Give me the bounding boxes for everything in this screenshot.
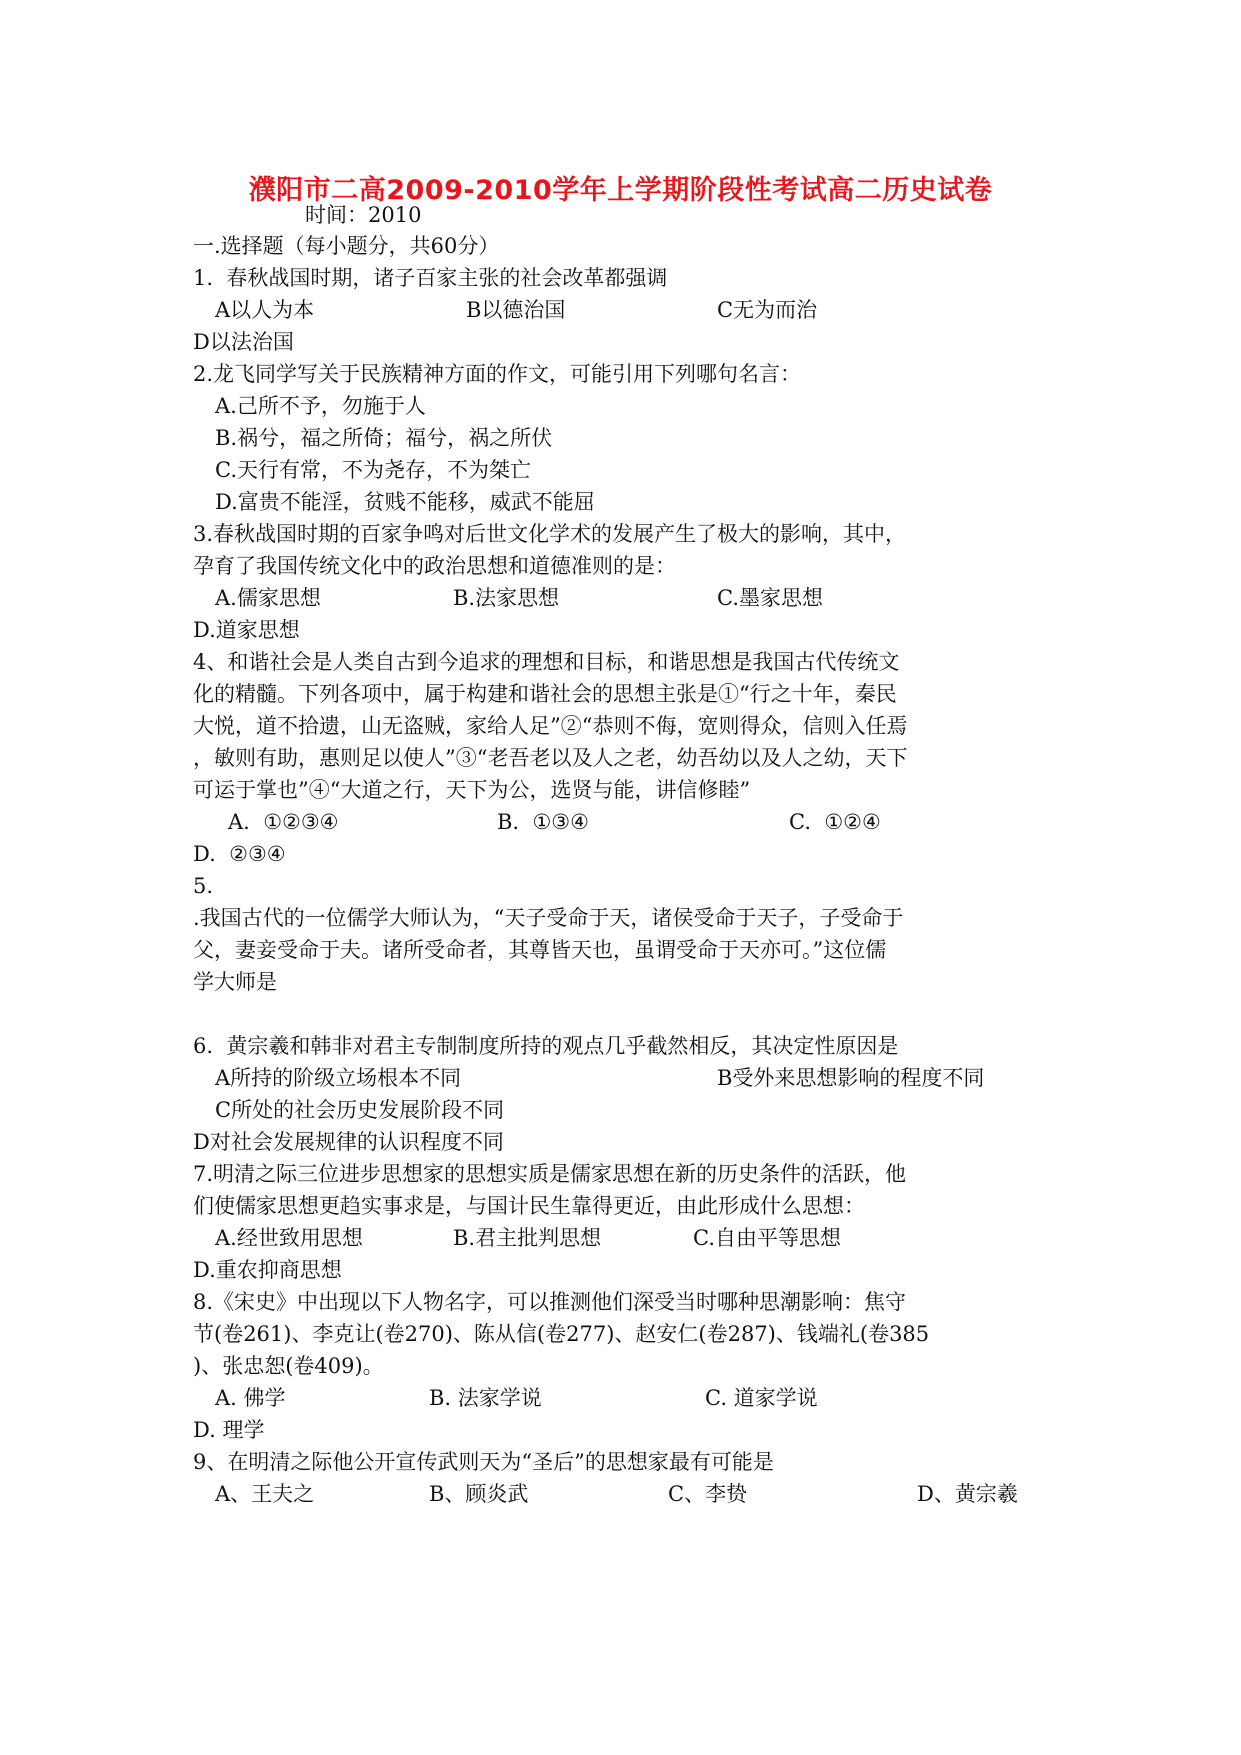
question-8-option-c: C. 道家学说 [705, 1386, 818, 1410]
question-1-option-a: A以人为本 [215, 298, 315, 322]
question-1-option-d: D以法治国 [193, 330, 294, 354]
question-5-line-3: 学大师是 [193, 970, 277, 994]
question-6-stem: 6. 黄宗羲和韩非对君主专制制度所持的观点几乎截然相反，其决定性原因是 [193, 1034, 899, 1058]
question-5-line-2: 父，妻妾受命于夫。诸所受命者，其尊皆天也，虽谓受命于天亦可。”这位儒 [193, 938, 887, 962]
question-2-option-d: D.富贵不能淫，贫贱不能移，威武不能屈 [215, 490, 595, 514]
question-5-number: 5. [193, 874, 214, 898]
question-7-option-c: C.自由平等思想 [693, 1226, 841, 1250]
question-1-option-c: C无为而治 [717, 298, 818, 322]
question-6-option-b: B受外来思想影响的程度不同 [717, 1066, 985, 1090]
question-9-stem: 9、在明清之际他公开宣传武则天为“圣后”的思想家最有可能是 [193, 1450, 774, 1474]
question-6-option-c: C所处的社会历史发展阶段不同 [215, 1098, 505, 1122]
exam-time: 时间：2010 [305, 203, 422, 227]
question-3-stem-line-2: 孕育了我国传统文化中的政治思想和道德准则的是： [193, 554, 676, 578]
question-9-option-a: A、王夫之 [215, 1482, 315, 1506]
question-6-option-a: A所持的阶级立场根本不同 [215, 1066, 462, 1090]
question-4-option-d: D. ②③④ [193, 842, 286, 866]
question-4-line-4: ，敏则有助，惠则足以使人”③“老吾老以及人之老，幼吾幼以及人之幼，天下 [193, 746, 908, 770]
question-5-line-1: .我国古代的一位儒学大师认为，“天子受命于天，诸侯受命于天子，子受命于 [193, 906, 904, 930]
question-4-option-b: B. ①③④ [497, 810, 589, 834]
section-heading: 一.选择题（每小题分，共60分） [193, 234, 500, 258]
question-8-line-1: 8.《宋史》中出现以下人物名字，可以推测他们深受当时哪种思潮影响：焦守 [193, 1290, 907, 1314]
question-2-option-b: B.祸兮，福之所倚；福兮，祸之所伏 [215, 426, 553, 450]
question-8-line-2: 节(卷261)、李克让(卷270)、陈从信(卷277)、赵安仁(卷287)、钱端礼(卷385 [193, 1322, 930, 1346]
question-4-line-1: 4、和谐社会是人类自古到今追求的理想和目标，和谐思想是我国古代传统文 [193, 650, 900, 674]
question-1-option-b: B以德治国 [466, 298, 566, 322]
question-8-option-b: B. 法家学说 [429, 1386, 542, 1410]
question-4-line-3: 大悦，道不拾遗，山无盗贼，家给人足”②“恭则不侮，宽则得众，信则入任焉 [193, 714, 908, 738]
question-7-option-a: A.经世致用思想 [215, 1226, 363, 1250]
question-8-option-a: A. 佛学 [215, 1386, 286, 1410]
question-7-option-d: D.重农抑商思想 [193, 1258, 342, 1282]
question-3-stem-line-1: 3.春秋战国时期的百家争鸣对后世文化学术的发展产生了极大的影响，其中， [193, 522, 907, 546]
question-2-option-c: C.天行有常，不为尧存，不为桀亡 [215, 458, 531, 482]
question-3-option-b: B.法家思想 [453, 586, 560, 610]
question-3-option-c: C.墨家思想 [717, 586, 823, 610]
question-3-option-a: A.儒家思想 [215, 586, 321, 610]
question-2-stem: 2.龙飞同学写关于民族精神方面的作文，可能引用下列哪句名言： [193, 362, 802, 386]
question-1-stem: 1. 春秋战国时期，诸子百家主张的社会改革都强调 [193, 266, 668, 290]
question-7-line-1: 7.明清之际三位进步思想家的思想实质是儒家思想在新的历史条件的活跃，他 [193, 1162, 907, 1186]
question-4-option-a: A. ①②③④ [228, 810, 339, 834]
question-9-option-c: C、李贽 [668, 1482, 748, 1506]
question-8-line-3: )、张忠恕(卷409)。 [193, 1354, 384, 1378]
question-4-line-2: 化的精髓。下列各项中，属于构建和谐社会的思想主张是①“行之十年，秦民 [193, 682, 897, 706]
question-7-line-2: 们使儒家思想更趋实事求是，与国计民生靠得更近，由此形成什么思想： [193, 1194, 865, 1218]
question-8-option-d: D. 理学 [193, 1418, 265, 1442]
question-2-option-a: A.己所不予，勿施于人 [215, 394, 426, 418]
question-3-option-d: D.道家思想 [193, 618, 300, 642]
question-9-option-b: B、顾炎武 [429, 1482, 529, 1506]
question-7-option-b: B.君主批判思想 [453, 1226, 602, 1250]
question-4-option-c: C. ①②④ [789, 810, 881, 834]
question-6-option-d: D对社会发展规律的认识程度不同 [193, 1130, 504, 1154]
question-4-line-5: 可运于掌也”④“大道之行，天下为公，选贤与能，讲信修睦” [193, 778, 751, 802]
page-title: 濮阳市二高2009-2010学年上学期阶段性考试高二历史试卷 [248, 175, 993, 206]
question-9-option-d: D、黄宗羲 [917, 1482, 1018, 1506]
